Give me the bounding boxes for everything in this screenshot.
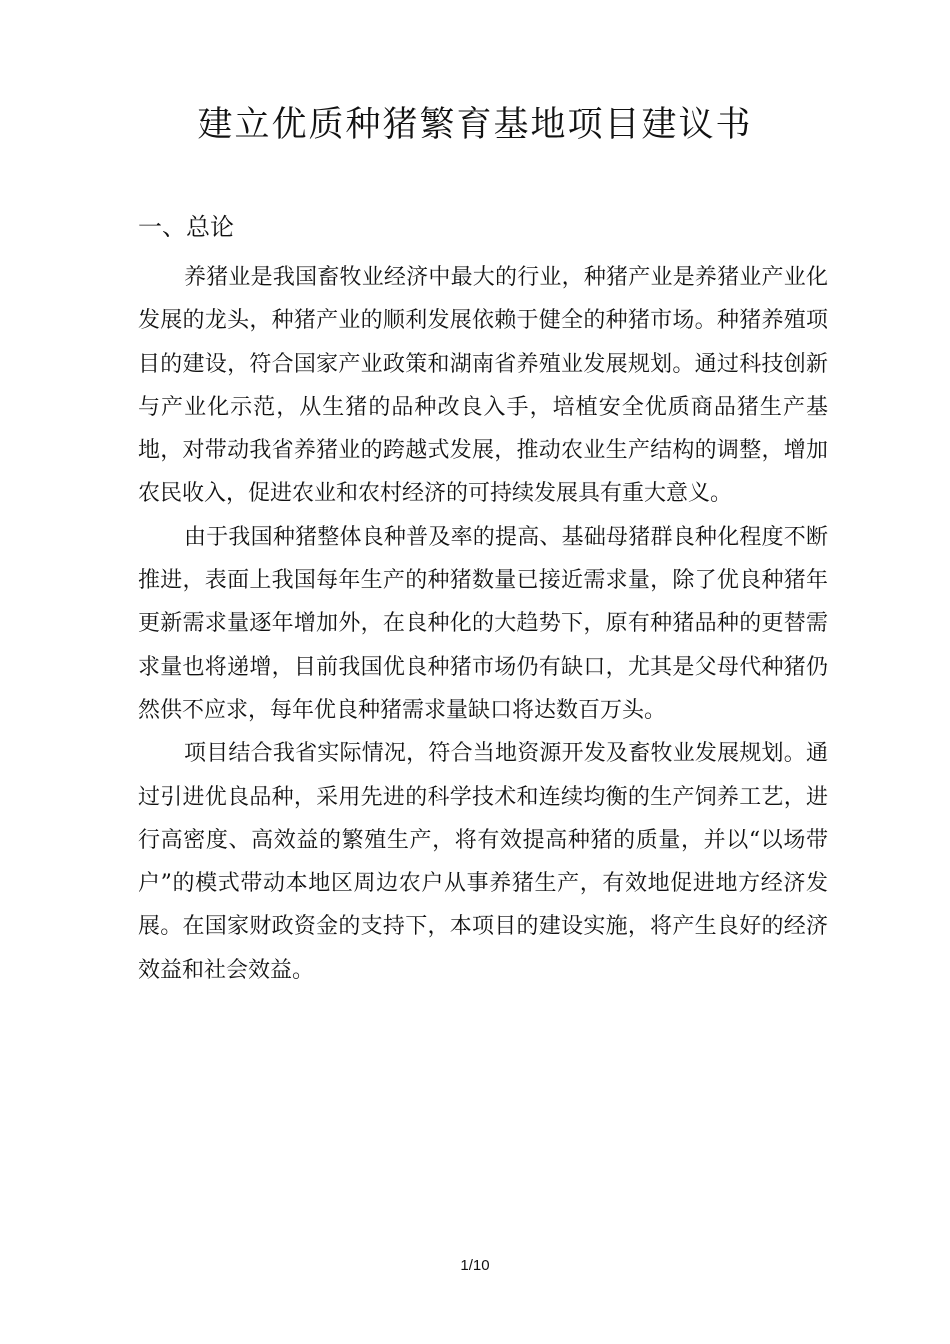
document-title: 建立优质种猪繁育基地项目建议书 (197, 105, 753, 145)
section-heading: 一、总论 (138, 213, 234, 241)
paragraph-2: 由于我国种猪整体良种普及率的提高、基础母猪群良种化程度不断推进，表面上我国每年生产的种猪数量已接近需求量，除了优良种猪年更新需求量逐年增加外，在良种化的大趋势下，原有种猪品种的更替需求量也将递增，目前我国优良种猪市场仍有缺口，尤其是父母代种猪仍然供不应求，每年优良种猪需求量缺口将达数百万头。 (138, 524, 828, 723)
page-number: 1/10 (460, 1257, 490, 1274)
paragraph-3: 项目结合我省实际情况，符合当地资源开发及畜牧业发展规划。通过引进优良品种，采用先进的科学技术和连续均衡的生产饲养工艺，进行高密度、高效益的繁殖生产，将有效提高种猪的质量，并以“以场带户”的模式带动本地区周边农户从事养猪生产，有效地促进地方经济发展。在国家财政资金的支持下，本项目的建设实施，将产生良好的经济效益和社会效益。 (138, 741, 828, 983)
paragraph-1: 养猪业是我国畜牧业经济中最大的行业，种猪产业是养猪业产业化发展的龙头，种猪产业的顺利发展依赖于健全的种猪市场。种猪养殖项目的建设，符合国家产业政策和湖南省养殖业发展规划。通过科技创新与产业化示范，从生猪的品种改良入手，培植安全优质商品猪生产基地，对带动我省养猪业的跨越式发展，推动农业生产结构的调整，增加农民收入，促进农业和农村经济的可持续发展具有重大意义。 (138, 265, 828, 507)
body-text (138, 256, 828, 992)
